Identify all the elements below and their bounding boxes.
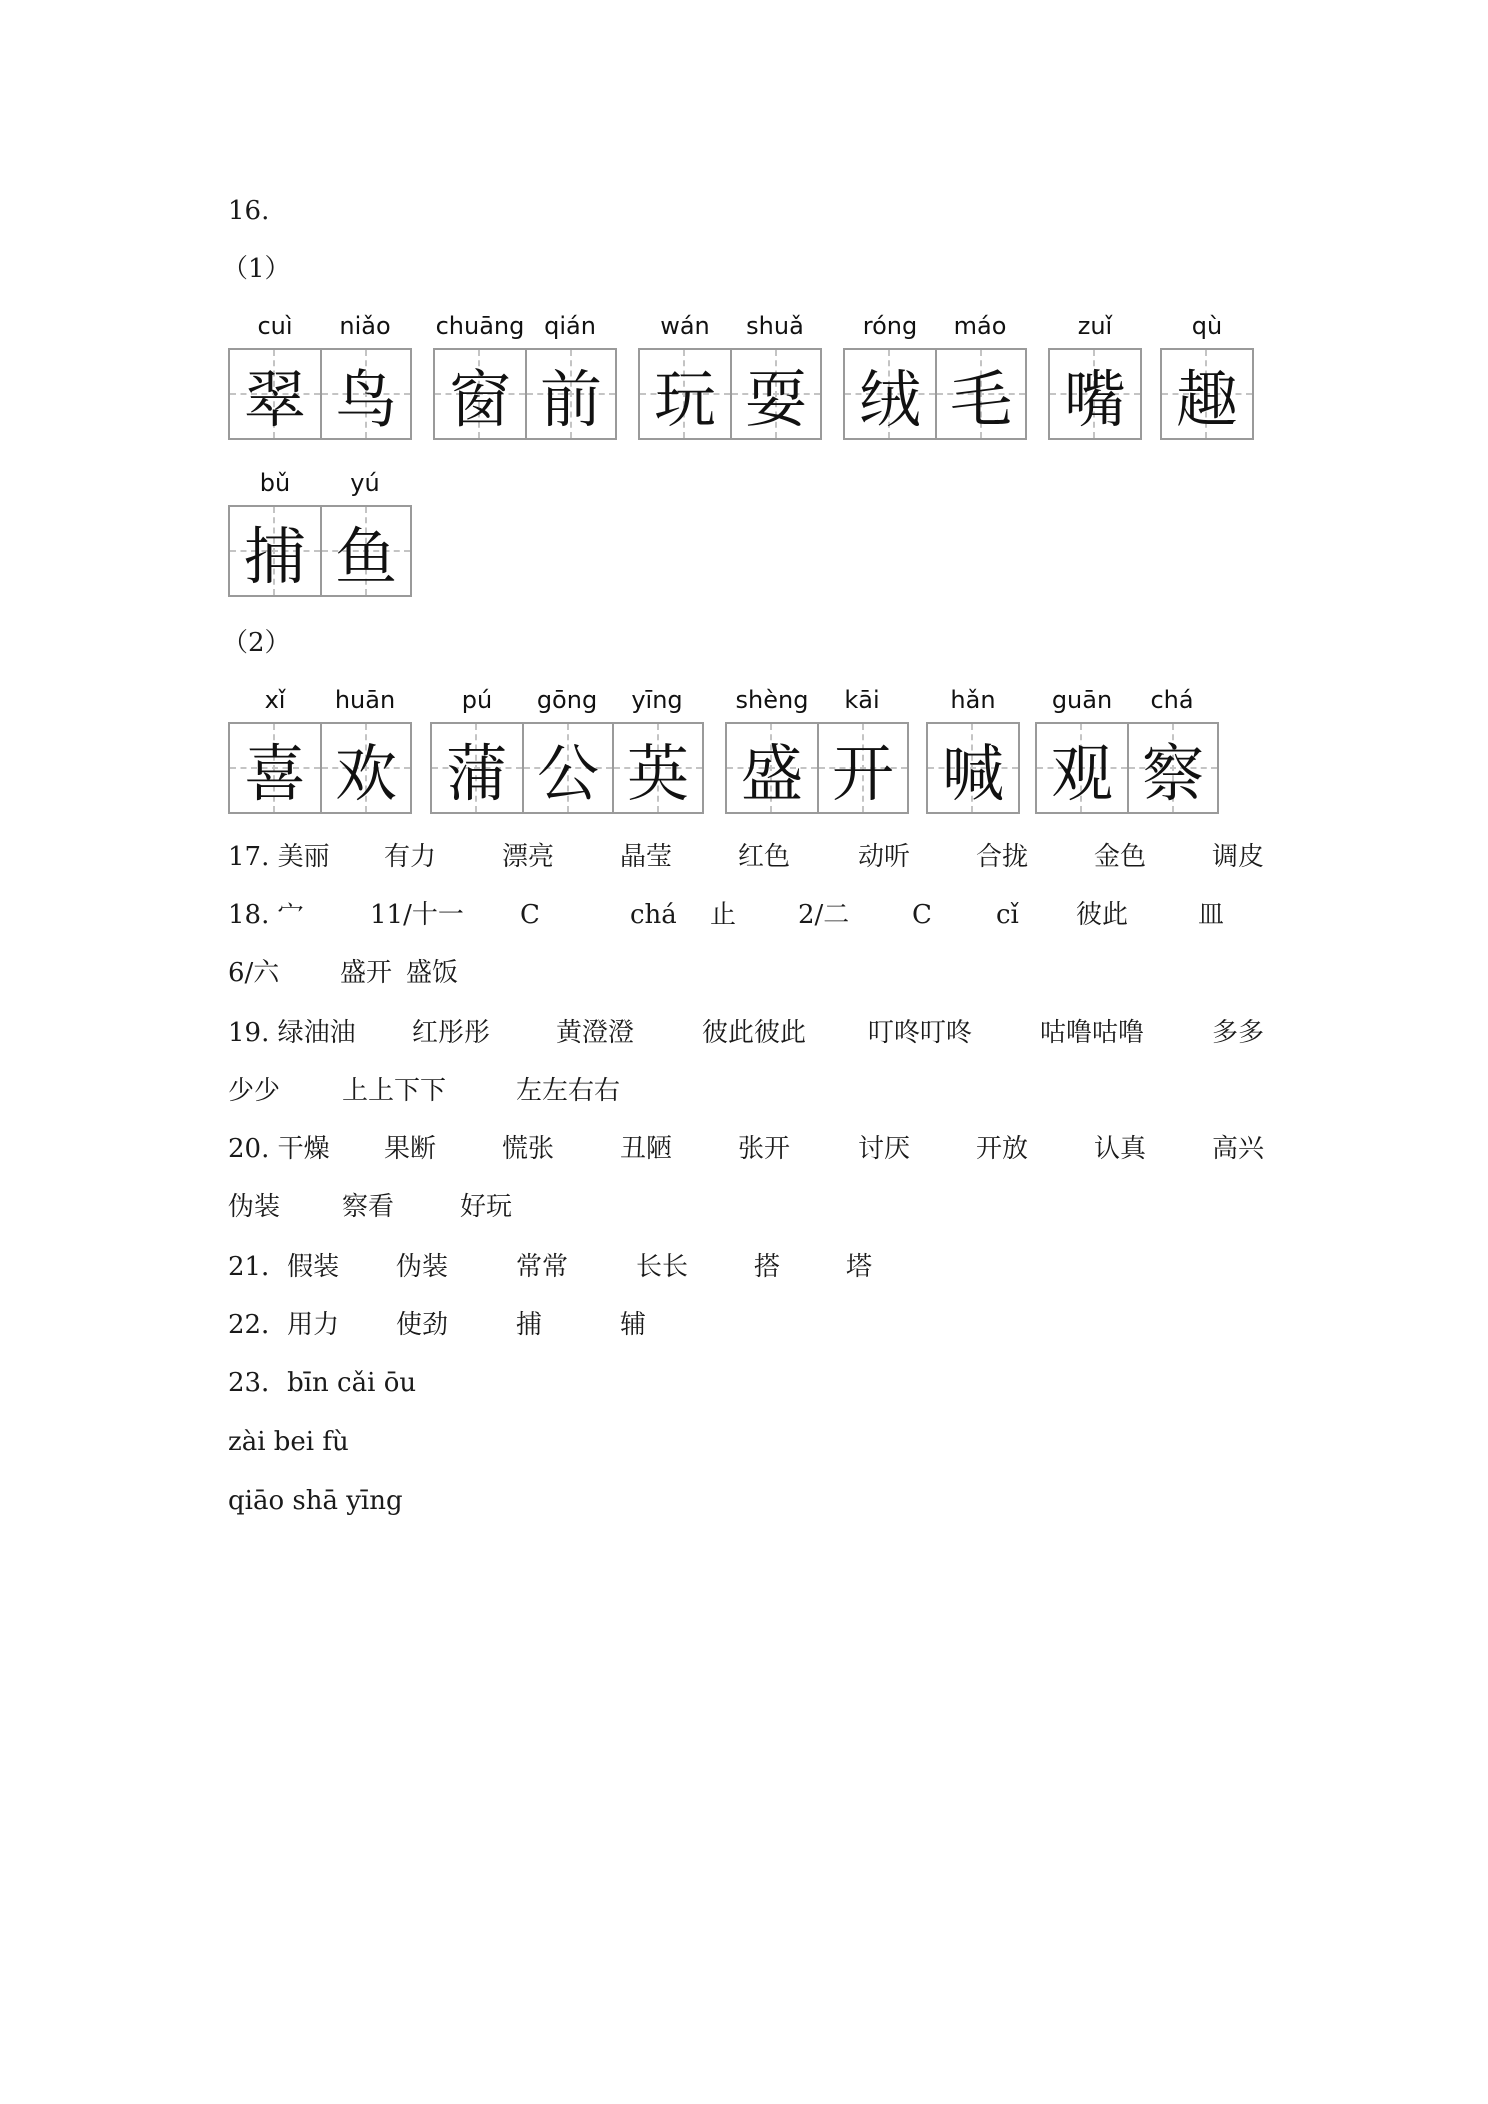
answer-item: 2/二 <box>798 900 850 930</box>
answer-item: 红彤彤 <box>412 1018 491 1048</box>
answer-item: 搭 <box>754 1252 781 1282</box>
char-cell <box>640 350 730 438</box>
hanzi-character: 公 <box>536 736 599 810</box>
pinyin-label: niǎo <box>339 312 391 340</box>
char-cell <box>522 724 612 812</box>
pinyin-label: qián <box>544 312 596 340</box>
answer-item: 塔 <box>846 1252 873 1282</box>
pinyin-label: shèng <box>735 686 809 714</box>
hanzi-character: 欢 <box>334 736 397 810</box>
answer-item: 22．用力 <box>228 1310 340 1340</box>
char-cell <box>1127 724 1217 812</box>
hanzi-character: 观 <box>1050 736 1113 810</box>
char-box-group <box>228 505 412 597</box>
pinyin-label: wán <box>660 312 710 340</box>
answer-item: C <box>520 900 540 930</box>
hanzi-character: 翠 <box>243 362 306 436</box>
answer-item: 果断 <box>384 1134 437 1164</box>
char-box-group <box>228 348 412 440</box>
answer-item: 少少 <box>228 1076 281 1106</box>
pinyin-label: huān <box>334 686 396 714</box>
answer-item: 21．假装 <box>228 1252 340 1282</box>
pinyin-label: zuǐ <box>1077 312 1113 340</box>
hanzi-character: 喜 <box>243 736 306 810</box>
answer-item: 19. 绿油油 <box>228 1018 356 1048</box>
answer-item: 丑陋 <box>620 1134 673 1164</box>
char-cell <box>432 724 522 812</box>
pinyin-label: shuǎ <box>746 312 804 340</box>
char-cell <box>1037 724 1127 812</box>
answer-item: 多多 <box>1212 1018 1265 1048</box>
answer-item: 高兴 <box>1212 1134 1265 1164</box>
answer-item: 有力 <box>384 842 437 872</box>
answer-item: cǐ <box>996 900 1019 930</box>
hanzi-character: 开 <box>831 736 894 810</box>
hanzi-character: 鱼 <box>334 519 397 593</box>
char-cell <box>1162 350 1252 438</box>
char-cell <box>230 724 320 812</box>
hanzi-character: 鸟 <box>334 362 397 436</box>
pinyin-label: cuì <box>257 312 293 340</box>
hanzi-character: 玩 <box>653 362 716 436</box>
hanzi-character: 窗 <box>448 362 511 436</box>
hanzi-character: 盛 <box>740 736 803 810</box>
char-cell <box>1050 350 1140 438</box>
hanzi-character: 察 <box>1141 736 1204 810</box>
part-1-label: （1） <box>222 254 291 284</box>
answer-item: 彼此 <box>1076 900 1129 930</box>
answer-item: 辅 <box>620 1310 647 1340</box>
char-cell <box>320 350 410 438</box>
answer-item: 20. 干燥 <box>228 1134 330 1164</box>
char-cell <box>320 724 410 812</box>
part-2-label: （2） <box>222 628 291 658</box>
answer-item: chá <box>630 900 677 930</box>
answer-item: 伪装 <box>228 1192 281 1222</box>
char-box-group <box>228 722 412 814</box>
answer-item: 皿 <box>1198 900 1225 930</box>
hanzi-character: 前 <box>539 362 602 436</box>
answer-item: 察看 <box>342 1192 395 1222</box>
answer-item: 止 <box>710 900 737 930</box>
answer-item: 11/十一 <box>370 900 464 930</box>
answer-item: 慌张 <box>502 1134 555 1164</box>
answer-item: 黄澄澄 <box>556 1018 635 1048</box>
pinyin-label: bǔ <box>259 469 291 497</box>
answer-item: 金色 <box>1094 842 1147 872</box>
char-cell <box>935 350 1025 438</box>
char-box-group <box>638 348 822 440</box>
answer-item: 红色 <box>738 842 791 872</box>
answer-item: 合拢 <box>976 842 1029 872</box>
hanzi-character: 捕 <box>243 519 306 593</box>
answer-item: 伪装 <box>396 1252 449 1282</box>
char-box-group <box>725 722 909 814</box>
char-box-group <box>1160 348 1254 440</box>
pinyin-label: chá <box>1150 686 1194 714</box>
hanzi-character: 耍 <box>744 362 807 436</box>
hanzi-character: 蒲 <box>445 736 508 810</box>
pinyin-label: máo <box>953 312 1007 340</box>
char-box-group <box>433 348 617 440</box>
char-cell <box>817 724 907 812</box>
answer-item: 使劲 <box>396 1310 449 1340</box>
hanzi-character: 趣 <box>1175 362 1238 436</box>
pinyin-label: kāi <box>844 686 880 714</box>
char-cell <box>727 724 817 812</box>
char-box-group <box>926 722 1020 814</box>
answer-item: qiāo shā yīng <box>228 1486 403 1516</box>
answer-item: 开放 <box>976 1134 1029 1164</box>
char-cell <box>230 350 320 438</box>
hanzi-character: 嘴 <box>1063 362 1126 436</box>
answer-item: 彼此彼此 <box>702 1018 807 1048</box>
pinyin-label: yīng <box>631 686 683 714</box>
char-box-group <box>430 722 704 814</box>
answer-item: 18. 宀 <box>228 900 304 930</box>
char-box-group <box>843 348 1027 440</box>
answer-item: 晶莹 <box>620 842 673 872</box>
answer-item: 叮咚叮咚 <box>868 1018 973 1048</box>
answer-item: 张开 <box>738 1134 791 1164</box>
char-box-group <box>1048 348 1142 440</box>
pinyin-label: guān <box>1051 686 1113 714</box>
char-cell <box>320 507 410 595</box>
answer-item: 好玩 <box>460 1192 513 1222</box>
answer-item: 长长 <box>636 1252 689 1282</box>
answer-item: 常常 <box>516 1252 569 1282</box>
hanzi-character: 绒 <box>858 362 921 436</box>
char-cell <box>525 350 615 438</box>
question-16-number: 16. <box>228 196 270 226</box>
char-cell <box>612 724 702 812</box>
pinyin-label: chuāng <box>435 312 525 340</box>
answer-item: zài bei fù <box>228 1427 349 1457</box>
pinyin-label: qù <box>1191 312 1223 340</box>
answer-item: 认真 <box>1094 1134 1147 1164</box>
hanzi-character: 喊 <box>941 736 1004 810</box>
char-cell <box>435 350 525 438</box>
answer-item: 盛开 <box>340 958 393 988</box>
hanzi-character: 英 <box>626 736 689 810</box>
answer-item: 盛饭 <box>406 958 459 988</box>
pinyin-label: pú <box>461 686 493 714</box>
char-cell <box>845 350 935 438</box>
char-cell <box>230 507 320 595</box>
char-cell <box>928 724 1018 812</box>
pinyin-label: xǐ <box>264 686 286 714</box>
char-cell <box>730 350 820 438</box>
answer-item: 讨厌 <box>858 1134 911 1164</box>
answer-item: 调皮 <box>1212 842 1265 872</box>
answer-item: 6/六 <box>228 958 280 988</box>
pinyin-label: róng <box>862 312 918 340</box>
answer-item: 漂亮 <box>502 842 555 872</box>
answer-item: 23．bīn cǎi ōu <box>228 1368 417 1398</box>
answer-item: 捕 <box>516 1310 543 1340</box>
answer-item: 17. 美丽 <box>228 842 330 872</box>
answer-item: 咕噜咕噜 <box>1040 1018 1145 1048</box>
hanzi-character: 毛 <box>949 362 1012 436</box>
pinyin-label: yú <box>350 469 380 497</box>
char-box-group <box>1035 722 1219 814</box>
pinyin-label: hǎn <box>950 686 996 714</box>
answer-item: C <box>912 900 932 930</box>
answer-item: 动听 <box>858 842 911 872</box>
answer-item: 上上下下 <box>342 1076 447 1106</box>
pinyin-label: gōng <box>536 686 598 714</box>
answer-item: 左左右右 <box>516 1076 621 1106</box>
